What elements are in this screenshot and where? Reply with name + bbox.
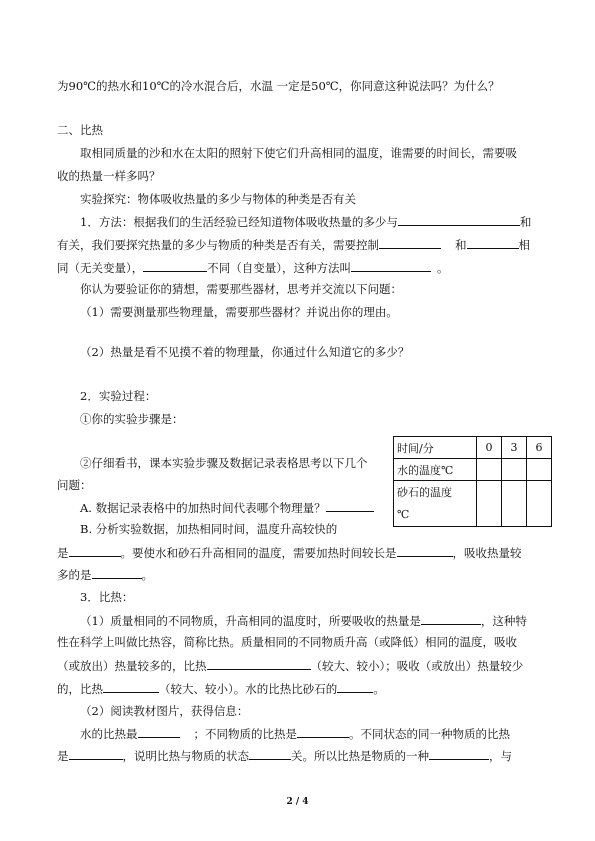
blank-line	[92, 566, 142, 579]
text-line	[57, 236, 530, 253]
text-segment: （较大、较小）。水的比热比砂石的	[159, 682, 338, 696]
blank-line	[326, 499, 374, 512]
table-cell	[502, 481, 527, 527]
table-header-cell: 3	[502, 437, 527, 459]
text-segment: 是	[57, 546, 69, 560]
text-segment: 相	[518, 238, 530, 252]
text-line	[57, 657, 523, 674]
text-segment: ，说明比热与物质的状态	[122, 749, 249, 763]
text-segment: 有关，我们要探究热量的多少与物质的种类是否有关，需要控制	[57, 238, 379, 252]
text-segment: 多的是	[57, 568, 92, 582]
blank-line	[143, 259, 207, 272]
text-segment: ；不同物质的比热是	[193, 727, 297, 741]
text-segment: （较大、较小）；吸收（或放出）热量较少	[310, 659, 524, 673]
blank-line	[103, 680, 159, 693]
table-header-cell: 时间/分	[394, 437, 477, 459]
blank-line	[138, 725, 180, 738]
text-line	[57, 544, 522, 561]
table-cell	[502, 459, 527, 481]
text-segment: 。	[437, 261, 449, 275]
text-segment: 。	[373, 682, 385, 696]
table-header-row	[394, 437, 552, 459]
blank-line	[467, 236, 519, 249]
text-line	[80, 213, 531, 230]
text-segment: 。	[141, 568, 153, 582]
text-line: 为90℃的热水和10℃的冷水混合后，水温 一定是50℃，你同意这种说法吗？为什么？	[57, 79, 500, 93]
blank-line	[379, 236, 441, 249]
text-line: 性在科学上叫做比热容，简称比热。质量相同的不同物质升高（或降低）相同的温度，吸收	[57, 635, 517, 649]
table-row-label-line: 砂石的温度	[397, 485, 452, 499]
table-row-label: 水的温度℃	[394, 459, 477, 481]
page-number: 2 / 4	[286, 797, 309, 807]
text-line	[57, 747, 512, 764]
table-row-label	[394, 481, 477, 527]
blank-line	[249, 747, 291, 760]
table-cell	[477, 481, 502, 527]
text-segment: 和	[519, 215, 532, 229]
blank-line	[421, 612, 481, 625]
text-line: 收的热量一样多吗？	[57, 169, 161, 183]
table-cell	[527, 459, 552, 481]
text-segment: （或放出）热量较多的，比热	[57, 659, 207, 673]
text-line	[80, 612, 527, 629]
text-line: 取相同质量的沙和水在太阳的照射下使它们升高相同的温度，谁需要的时间长，需要吸	[80, 146, 517, 160]
table-header-cell: 0	[477, 437, 502, 459]
table-row	[394, 481, 552, 527]
blank-line	[398, 213, 520, 226]
text-segment: 。不同状态的同一种物质的比热	[349, 727, 510, 741]
text-segment: 不同（自变量），这种方法叫	[207, 261, 351, 275]
text-segment: ，吸收热量较	[452, 546, 522, 560]
table-cell	[477, 459, 502, 481]
text-segment: 。要使水和砂石升高相同的温度，需要加热时间较长是	[120, 546, 397, 560]
text-segment: ，这种特	[480, 614, 527, 628]
text-line: （1）需要测量那些物理量，需要那些器材？并说出你的理由。	[80, 305, 398, 319]
text-line: 实验探究：物体吸收热量的多少与物体的种类是否有关	[80, 192, 356, 206]
blank-line	[207, 657, 311, 670]
text-line	[80, 725, 510, 742]
text-line: ②仔细看书，课本实验步骤及数据记录表格思考以下几个	[80, 456, 368, 470]
data-record-table	[393, 436, 552, 527]
text-line: ①你的实验步骤是：	[80, 412, 184, 426]
text-line: （2）阅读教材图片，获得信息：	[80, 704, 249, 718]
text-line	[57, 259, 449, 276]
text-line: 问题：	[57, 478, 92, 492]
text-segment: 是	[57, 749, 69, 763]
table-header-cell: 6	[527, 437, 552, 459]
table-row	[394, 459, 552, 481]
text-segment: 同（无关变量），	[57, 261, 144, 275]
text-line: B. 分析实验数据，加热相同时间，温度升高较快的	[80, 522, 338, 536]
blank-line	[429, 747, 489, 760]
blank-line	[69, 544, 121, 557]
blank-line	[69, 747, 123, 760]
text-segment: A. 数据记录表格中的加热时间代表哪个物理量？	[80, 501, 326, 515]
section-heading: 二、比热	[57, 123, 103, 137]
text-line	[57, 566, 153, 583]
text-segment: 1．方法：根据我们的生活经验已经知道物体吸收热量的多少与	[80, 215, 398, 229]
blank-line	[337, 680, 373, 693]
text-line: 3．比热：	[80, 590, 134, 604]
text-segment: （1）质量相同的不同物质，升高相同的温度时，所要吸收的热量是	[80, 614, 421, 628]
blank-line	[297, 725, 349, 738]
text-line: （2）热量是看不见摸不着的物理量，你通过什么知道它的多少？	[80, 345, 410, 359]
blank-line	[351, 259, 431, 272]
text-segment: ，与	[489, 749, 512, 763]
text-segment: 关。所以比热是物质的一种	[291, 749, 429, 763]
text-line: 2．实验过程：	[80, 389, 157, 403]
text-line	[57, 680, 385, 697]
text-line: 你认为要验证你的猜想，需要那些器材，思考并交流以下问题：	[80, 282, 402, 296]
blank-line	[397, 544, 453, 557]
table-cell	[527, 481, 552, 527]
text-segment: 和	[455, 238, 467, 252]
text-segment: 的，比热	[57, 682, 103, 696]
table-row-label-line: ℃	[397, 507, 410, 521]
text-line	[80, 499, 374, 516]
text-segment: 水的比热最	[80, 727, 138, 741]
